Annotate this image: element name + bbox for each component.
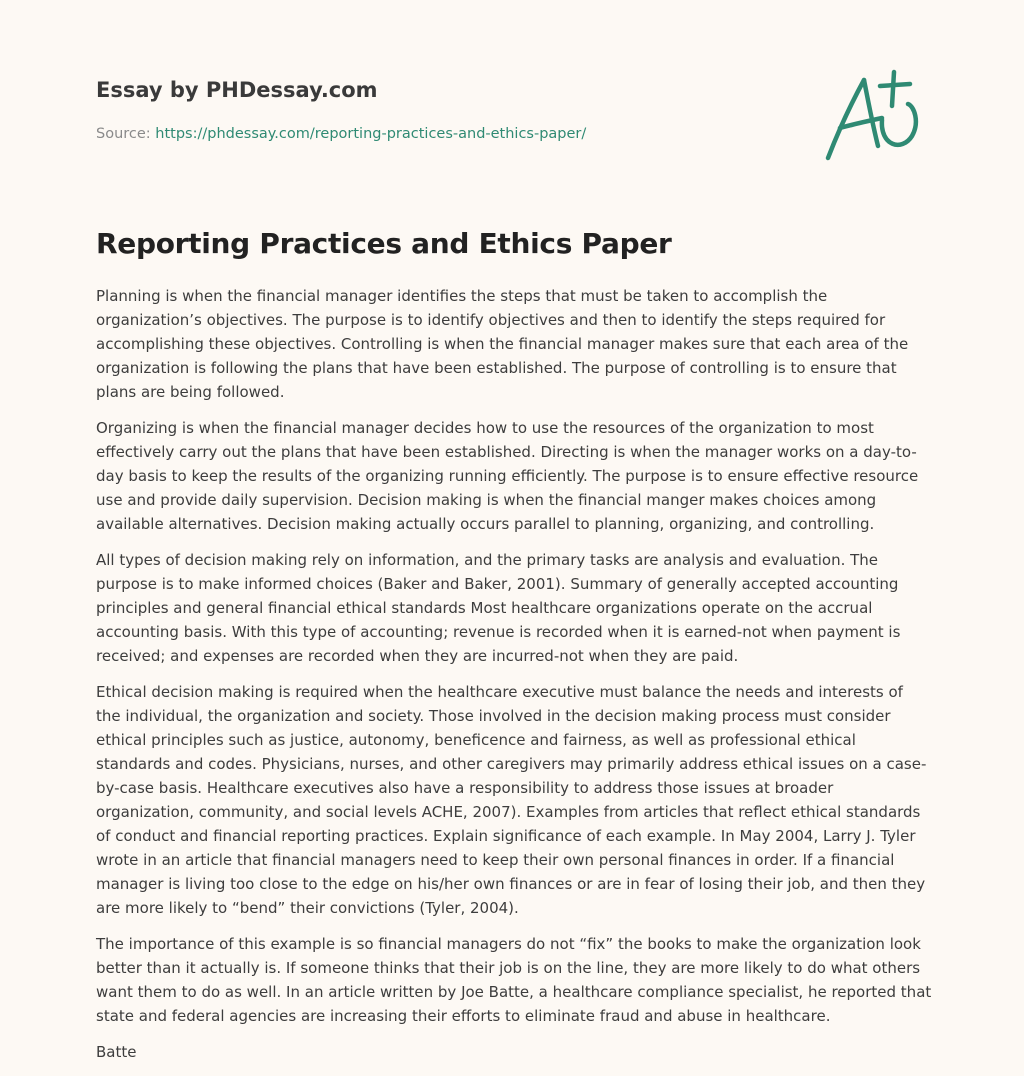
paragraph-6: Batte [96,1043,137,1061]
paragraph-3: All types of decision making rely on information, and the primary tasks are analysis and evaluation. The purpose is to make informed choices (Baker and Baker, 2001). Summary of generally accepted accounting principles and general financial ethical standards Most healthcare organizations operate on the accrual accounting basis. With this type of accounting; revenue is recorded when it is earned-not when payment is received; and expenses are recorded when they are incurred-not when they are paid. [96,551,901,665]
paragraph-2: Organizing is when the financial manager decides how to use the resources of the organization to most effectively carry out the plans that have been established. Directing is when the manager works on a day-to-day basis to keep the results of the organizing running efficiently. The purpose is to ensure effective resource use and provide daily supervision. Decision making is when the financial manger makes choices among available alternatives. Decision making actually occurs parallel to planning, organizing, and controlling. [96,419,919,533]
paragraph-1: Planning is when the financial manager identifies the steps that must be taken to accomplish the organization’s objectives. The purpose is to identify objectives and then to identify the steps required for accomplishing these objectives. Controlling is when the financial manager makes sure that each area of the organization is following the plans that have been established. The purpose of controlling is to ensure that plans are being followed. [96,287,909,401]
a-plus-logo-icon [818,66,930,166]
document-body [96,284,932,1076]
source-link[interactable]: https://phdessay.com/reporting-practices-and-ethics-paper/ [155,126,587,142]
paragraph-5: The importance of this example is so financial managers do not “fix” the books to make the organization look better than it actually is. If someone thinks that their job is on the line, they are more likely to do what others want them to do as well. In an article written by Joe Batte, a healthcare compliance specialist, he reported that state and federal agencies are increasing their efforts to eliminate fraud and abuse in healthcare. [96,935,932,1025]
source-line [96,124,796,144]
source-label: Source: [96,126,156,142]
site-title: Essay by PHDessay.com [96,78,378,102]
paragraph-4: Ethical decision making is required when the healthcare executive must balance the needs and interests of the individual, the organization and society. Those involved in the decision making process must consider ethical principles such as justice, autonomy, beneficence and fairness, as well as professional ethical standards and codes. Physicians, nurses, and other caregivers may primarily address ethical issues on a case-by-case basis. Healthcare executives also have a responsibility to address those issues at broader organization, community, and social levels ACHE, 2007). Examples from articles that reflect ethical standards of conduct and financial reporting practices. Explain significance of each example. In May 2004, Larry J. Tyler wrote in an article that financial managers need to keep their own personal finances in order. If a financial manager is living too close to the edge on his/her own finances or are in fear of losing their job, and then they are more likely to “bend” their convictions (Tyler, 2004). [96,683,927,917]
document-title: Reporting Practices and Ethics Paper [96,227,672,260]
page-header [96,76,796,144]
